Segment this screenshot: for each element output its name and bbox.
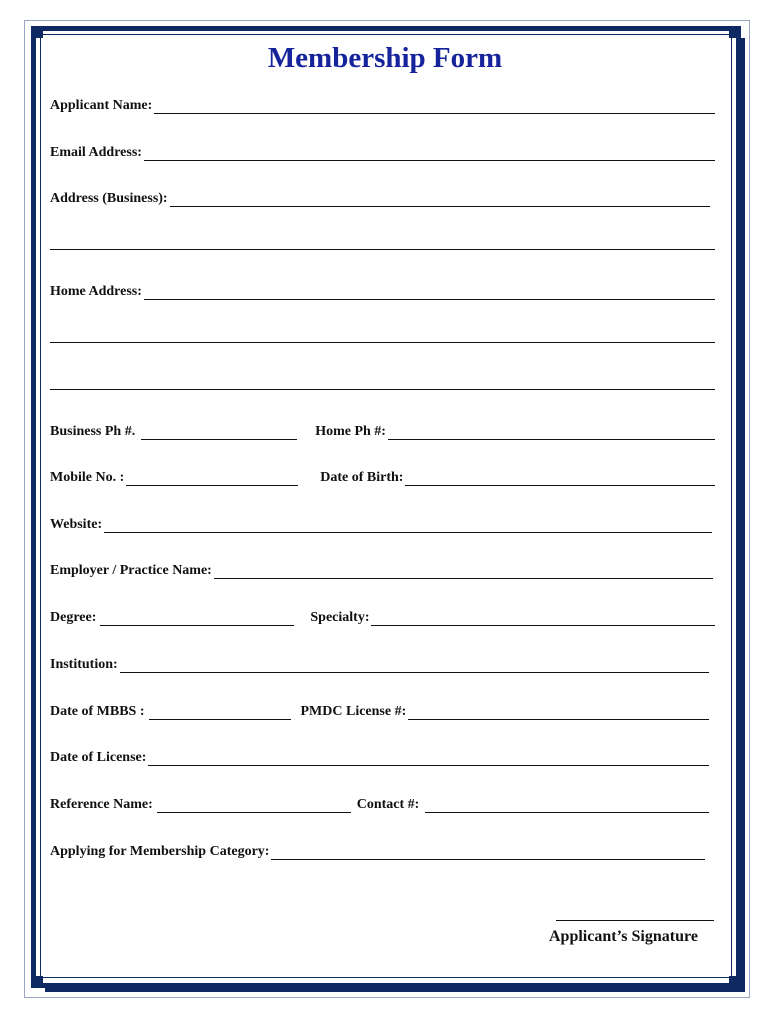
specialty-label: Specialty: [310, 610, 370, 625]
reference-name-label: Reference Name: [50, 797, 153, 812]
employer-row [50, 559, 713, 579]
employer-label: Employer / Practice Name: [50, 563, 212, 578]
home-phone-label: Home Ph #: [315, 424, 386, 439]
institution-label: Institution: [50, 657, 118, 672]
date-of-license-label: Date of License: [50, 750, 147, 765]
home-address-field[interactable] [144, 286, 715, 300]
applicant-name-row [50, 94, 715, 114]
corner-ornament [31, 26, 43, 38]
address-business-continuation-field[interactable] [50, 249, 715, 250]
home-phone-field[interactable] [388, 426, 715, 440]
contact-label: Contact #: [356, 797, 420, 812]
membership-category-field[interactable] [271, 846, 705, 860]
corner-ornament [729, 26, 741, 38]
business-phone-field[interactable] [141, 426, 297, 440]
degree-field[interactable] [100, 612, 294, 626]
corner-ornament [31, 976, 43, 988]
date-of-birth-field[interactable] [405, 472, 715, 486]
signature-label: Applicant’s Signature [549, 928, 698, 945]
applicant-name-label: Applicant Name: [50, 98, 153, 113]
mobile-field[interactable] [126, 472, 298, 486]
email-field[interactable] [144, 147, 715, 161]
website-row [50, 513, 712, 533]
corner-ornament [729, 976, 741, 988]
business-phone-label: Business Ph #. [50, 424, 136, 439]
date-of-birth-label: Date of Birth: [320, 470, 404, 485]
mobile-label: Mobile No. : [50, 470, 125, 485]
degree-label: Degree: [50, 610, 97, 625]
applicant-name-field[interactable] [154, 100, 715, 114]
date-of-license-row [50, 746, 709, 766]
membership-category-label: Applying for Membership Category: [50, 844, 270, 859]
website-label: Website: [50, 517, 103, 532]
home-address-continuation-field[interactable] [50, 342, 715, 343]
address-business-field[interactable] [170, 193, 710, 207]
address-business-label: Address (Business): [50, 191, 168, 206]
email-label: Email Address: [50, 145, 142, 160]
inner-border [40, 34, 732, 978]
date-of-license-field[interactable] [148, 752, 709, 766]
date-of-mbbs-field[interactable] [149, 706, 291, 720]
phone-row [50, 420, 715, 440]
degree-specialty-row [50, 606, 715, 626]
employer-field[interactable] [214, 565, 713, 579]
home-address-row [50, 280, 715, 300]
reference-contact-row [50, 793, 709, 813]
pmdc-license-label: PMDC License #: [300, 704, 407, 719]
website-field[interactable] [104, 519, 712, 533]
specialty-field[interactable] [371, 612, 715, 626]
date-of-mbbs-label: Date of MBBS : [50, 704, 145, 719]
membership-category-row [50, 840, 705, 860]
email-row [50, 141, 715, 161]
address-business-row [50, 187, 710, 207]
mobile-dob-row [50, 466, 715, 486]
institution-row [50, 653, 709, 673]
form-title: Membership Form [267, 42, 503, 74]
institution-field[interactable] [120, 659, 709, 673]
contact-field[interactable] [425, 799, 709, 813]
pmdc-license-field[interactable] [408, 706, 709, 720]
signature-field[interactable] [556, 920, 714, 921]
reference-name-field[interactable] [157, 799, 351, 813]
home-address-continuation-field[interactable] [50, 389, 715, 390]
mbbs-pmdc-row [50, 700, 709, 720]
home-address-label: Home Address: [50, 284, 142, 299]
